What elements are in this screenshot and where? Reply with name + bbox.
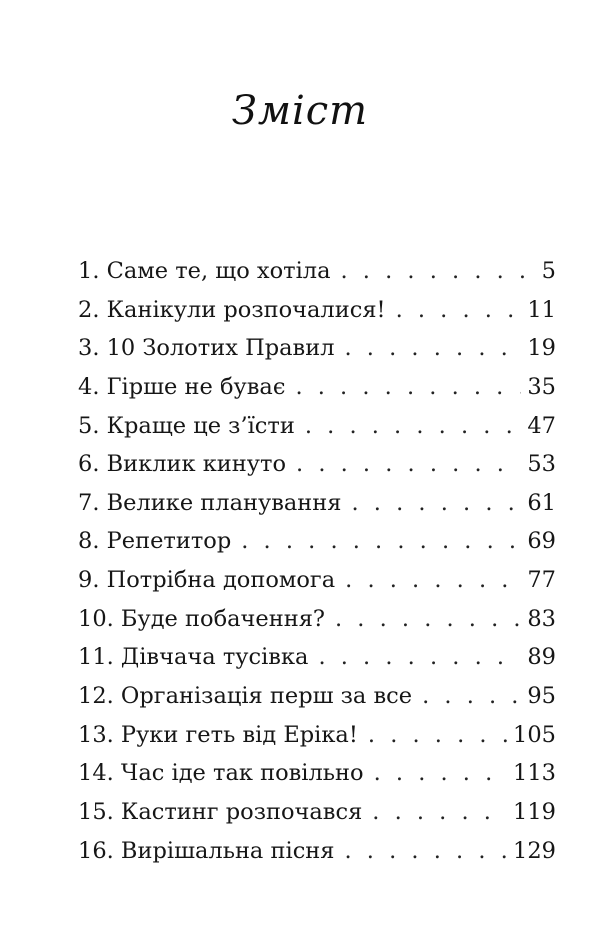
- toc-entry: [78, 490, 556, 529]
- toc-leader-dots: [341, 258, 525, 284]
- toc-entry-page: 11: [527, 296, 556, 323]
- toc-leader-dots: [422, 683, 521, 709]
- toc-entry-page: 47: [527, 412, 556, 439]
- toc-entry: [78, 335, 556, 374]
- toc-entry-label: 2. Канікули розпочалися!: [78, 296, 386, 323]
- toc-leader-dots: [396, 297, 522, 323]
- toc-leader-dots: [345, 567, 521, 593]
- toc-entry-label: 10. Буде побачення?: [78, 605, 325, 632]
- toc-entry: [78, 606, 556, 645]
- toc-leader-dots: [374, 760, 507, 786]
- toc-entry-label: 4. Гірше не буває: [78, 373, 286, 400]
- toc-entry-label: 12. Організація перш за все: [78, 683, 413, 710]
- toc-leader-dots: [305, 413, 522, 439]
- page-title: Зміст: [231, 88, 369, 134]
- toc-entry-label: 3. 10 Золотих Правил: [78, 335, 335, 362]
- toc-leader-dots: [345, 335, 522, 361]
- toc-entry-page: 61: [527, 489, 556, 516]
- toc-leader-dots: [335, 606, 521, 632]
- toc-entry-label: 8. Репетитор: [78, 528, 232, 555]
- toc-entry: [78, 528, 556, 567]
- toc-entry: [78, 258, 556, 297]
- toc-entry-label: 6. Виклик кинуто: [78, 451, 287, 478]
- toc-entry: [78, 374, 556, 413]
- toc-entry-page: 83: [527, 605, 556, 632]
- toc-entry-page: 129: [513, 837, 556, 864]
- toc-entry-label: 9. Потрібна допомога: [78, 567, 336, 594]
- toc-entry-page: 5: [541, 258, 556, 284]
- toc-entry-page: 77: [527, 567, 556, 594]
- toc-entry-page: 105: [513, 721, 556, 748]
- toc-entry-label: 1. Саме те, що хотіла: [78, 258, 331, 284]
- toc-entry: [78, 413, 556, 452]
- toc-entry: [78, 838, 556, 877]
- toc-leader-dots: [296, 451, 521, 477]
- toc-entry-label: 7. Велике планування: [78, 489, 342, 516]
- toc-entry-page: 113: [513, 760, 556, 787]
- toc-entry-label: 5. Краще це з’їсти: [78, 412, 295, 439]
- toc-leader-dots: [372, 799, 507, 825]
- table-of-contents: [78, 258, 556, 876]
- toc-entry: [78, 297, 556, 336]
- toc-entry-page: 19: [527, 335, 556, 362]
- toc-entry-page: 53: [527, 451, 556, 478]
- toc-entry-page: 69: [527, 528, 556, 555]
- toc-entry: [78, 799, 556, 838]
- toc-leader-dots: [295, 374, 521, 400]
- toc-entry-page: 119: [513, 798, 556, 825]
- toc-entry-page: 89: [527, 644, 556, 671]
- toc-entry: [78, 451, 556, 490]
- toc-leader-dots: [368, 722, 507, 748]
- toc-leader-dots: [318, 644, 521, 670]
- toc-leader-dots: [352, 490, 522, 516]
- toc-leader-dots: [241, 528, 521, 554]
- toc-entry: [78, 567, 556, 606]
- toc-leader-dots: [345, 838, 508, 864]
- toc-entry: [78, 722, 556, 761]
- toc-entry: [78, 760, 556, 799]
- toc-entry-label: 11. Дівчача тусівка: [78, 644, 309, 671]
- toc-entry-label: 15. Кастинг розпочався: [78, 798, 363, 825]
- toc-entry-label: 16. Вирішальна пісня: [78, 837, 335, 864]
- toc-entry: [78, 644, 556, 683]
- toc-entry-label: 13. Руки геть від Еріка!: [78, 721, 358, 748]
- toc-entry: [78, 683, 556, 722]
- toc-entry-label: 14. Час іде так повільно: [78, 760, 364, 787]
- toc-entry-page: 95: [527, 683, 556, 710]
- toc-entry-page: 35: [527, 373, 556, 400]
